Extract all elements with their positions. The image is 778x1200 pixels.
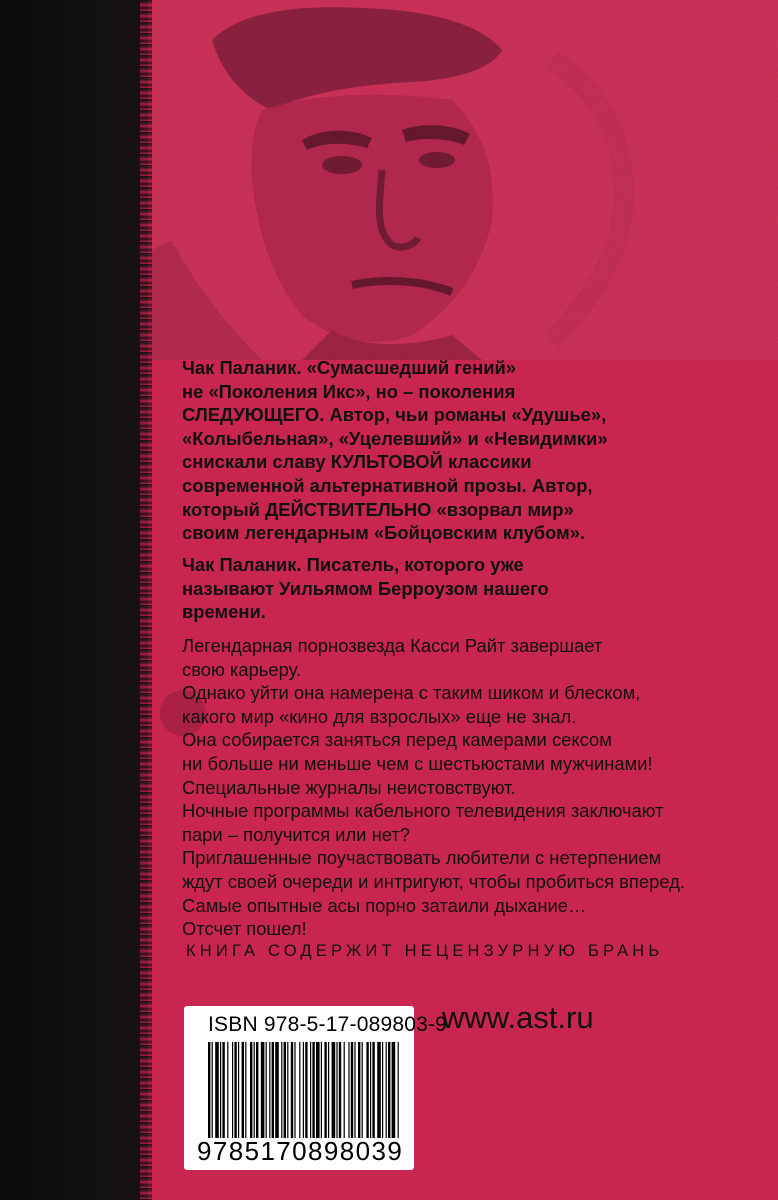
barcode-bar <box>348 1042 349 1138</box>
description-line: свою карьеру. <box>182 658 302 680</box>
barcode-bar <box>212 1042 213 1138</box>
blurb-line: не «Поколения Икс», но – поколения <box>182 380 516 402</box>
blurb-line: современной альтернативной прозы. Автор, <box>182 474 593 496</box>
publisher-url[interactable]: www.ast.ru <box>442 1000 594 1035</box>
description-line: Она собирается заняться перед камерами сексом <box>182 729 612 751</box>
barcode-bar <box>377 1042 381 1138</box>
barcode-bar <box>321 1042 322 1138</box>
barcode-bar <box>291 1042 293 1138</box>
barcode-bar <box>232 1042 233 1138</box>
blurb-line: называют Уильямом Берроузом нашего <box>182 577 549 599</box>
blurb-line: который ДЕЙСТВИТЕЛЬНО «взорвал мир» <box>182 498 574 520</box>
barcode-bar <box>272 1042 274 1138</box>
barcode-bar <box>242 1042 244 1138</box>
barcode-bar <box>328 1042 329 1138</box>
barcode-bar <box>398 1042 399 1138</box>
barcode-bar <box>336 1042 337 1138</box>
barcode-bar <box>358 1042 360 1138</box>
description-line: Самые опытные асы порно затаили дыхание… <box>182 894 587 916</box>
barcode-bar <box>312 1042 314 1138</box>
blurb-line: СЛЕДУЮЩЕГО. Автор, чьи романы «Удушье», <box>182 404 607 426</box>
barcode-bar <box>275 1042 279 1138</box>
barcode-bar <box>366 1042 368 1138</box>
barcode-bar <box>269 1042 270 1138</box>
barcode-bar <box>316 1042 320 1138</box>
barcode-bar <box>208 1042 210 1138</box>
blurb-line: времени. <box>182 601 266 623</box>
barcode-bar <box>382 1042 383 1138</box>
barcode-bar <box>392 1042 396 1138</box>
barcode-bar <box>303 1042 304 1138</box>
description-line: Специальные журналы неистовствуют. <box>182 776 516 798</box>
barcode-bar <box>245 1042 246 1138</box>
barcode-bar <box>386 1042 387 1138</box>
barcode-bar <box>299 1042 300 1138</box>
description-line: Приглашенные поучаствовать любители с нетерпением <box>182 847 662 869</box>
barcode-bar <box>215 1042 219 1138</box>
blurb-line: снискали славу КУЛЬТОВОЙ классики <box>182 451 532 473</box>
barcode-bar <box>234 1042 236 1138</box>
description-line: Отсчет пошел! <box>182 918 307 940</box>
barcode-bar <box>351 1042 353 1138</box>
barcode-bar <box>266 1042 267 1138</box>
barcode-bar <box>238 1042 239 1138</box>
barcode-bar <box>227 1042 228 1138</box>
blurb-paragraph-2 <box>182 553 742 624</box>
description-line: ни больше ни меньше чем с шестьюстами мужчинами! <box>182 752 653 774</box>
barcode-bar <box>222 1042 224 1138</box>
barcode-bar <box>332 1042 336 1138</box>
author-portrait <box>152 0 778 360</box>
description-line: Однако уйти она намерена с таким шиком и блеском, <box>182 682 641 704</box>
barcode-bar <box>324 1042 326 1138</box>
blurb-line: Чак Паланик. «Сумасшедший гений» <box>182 357 517 378</box>
description-line: Ночные программы кабельного телевидения заключают <box>182 800 664 822</box>
barcode-bar <box>287 1042 288 1138</box>
isbn-number: ISBN 978-5-17-089803-9 <box>208 1013 448 1036</box>
barcode-bar <box>339 1042 341 1138</box>
book-spine <box>0 0 148 1200</box>
barcode-digits: 9785170898039 <box>197 1136 404 1166</box>
blurb-paragraph-1 <box>182 356 742 545</box>
description-line: Легендарная порнозвезда Касси Райт завершает <box>182 635 603 656</box>
blurb-line: Чак Паланик. Писатель, которого уже <box>182 554 524 575</box>
barcode-bar <box>256 1042 258 1138</box>
blurb-line: «Колыбельная», «Уцелевший» и «Невидимки» <box>182 427 608 449</box>
blurb-description <box>182 634 742 941</box>
description-line: ждут своей очереди и интригуют, чтобы пробиться вперед. <box>182 870 686 892</box>
description-line: пари – получится или нет? <box>182 823 410 845</box>
barcode-bar <box>261 1042 265 1138</box>
barcode-bar <box>250 1042 252 1138</box>
barcode-bar <box>344 1042 345 1138</box>
blurb-line: своим легендарным «Бойцовским клубом». <box>182 522 586 544</box>
barcode-bar <box>370 1042 371 1138</box>
barcode-bar <box>281 1042 282 1138</box>
barcode-bar <box>310 1042 311 1138</box>
barcode-bar <box>388 1042 390 1138</box>
content-warning: КНИГА СОДЕРЖИТ НЕЦЕНЗУРНУЮ БРАНЬ <box>186 942 664 960</box>
barcode-bar <box>254 1042 255 1138</box>
barcode-bar <box>220 1042 221 1138</box>
barcode-bar <box>305 1042 307 1138</box>
description-line: какого мир «кино для взрослых» еще не знал. <box>182 705 577 727</box>
barcode-bar <box>294 1042 295 1138</box>
barcode-bar <box>354 1042 355 1138</box>
barcode-bar <box>372 1042 374 1138</box>
barcode-bar <box>362 1042 363 1138</box>
barcode-bar <box>284 1042 286 1138</box>
